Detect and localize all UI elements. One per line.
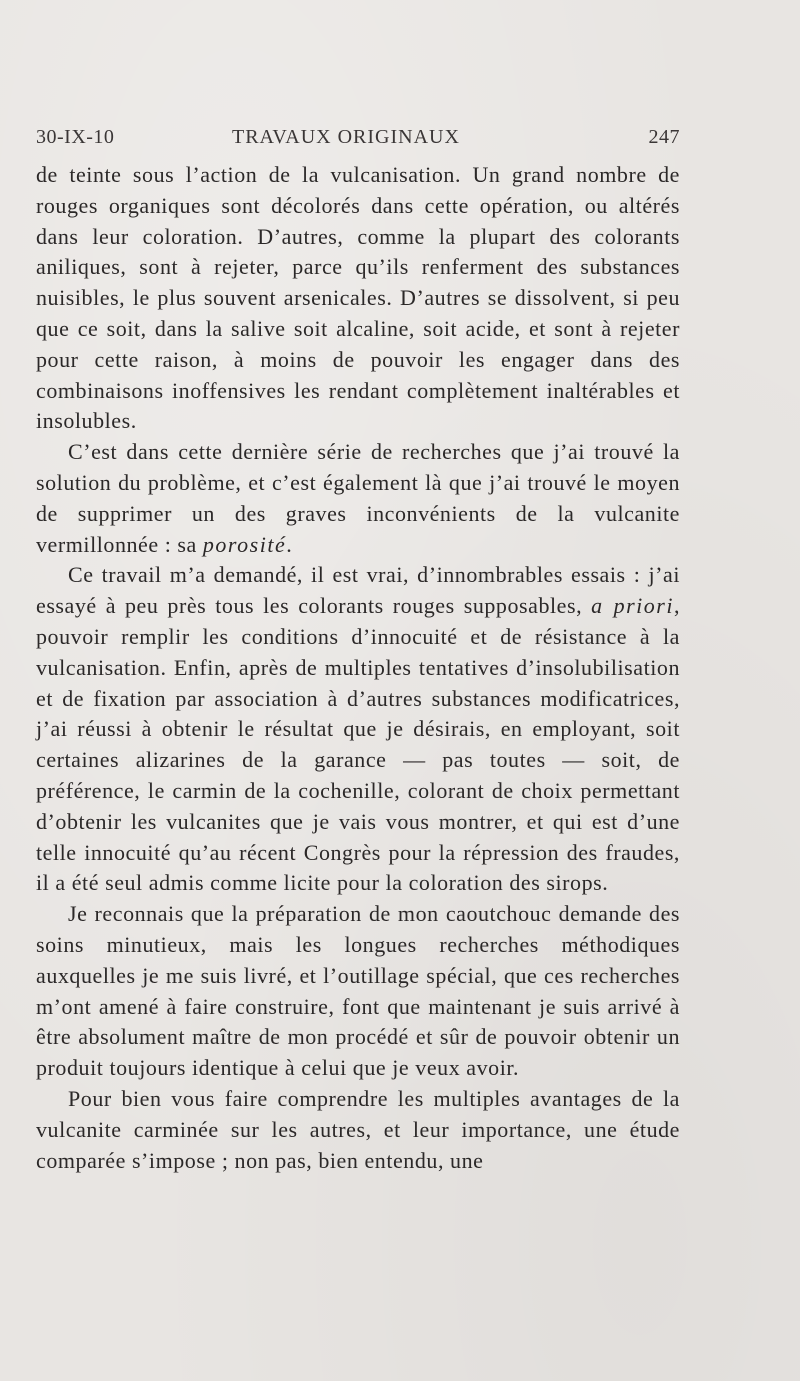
italic-term-a-priori: a priori: [591, 593, 674, 619]
page-number: 247: [648, 126, 680, 148]
paragraph-5: Pour bien vous faire comprendre les multiples avantages de la vulcanite carminée sur les autres, et leur importance, une étude comparée s’impose ; non pas, bien entendu, une: [36, 1085, 680, 1173]
header-title: TRAVAUX ORIGINAUX: [232, 126, 460, 148]
paragraph-3: Ce travail m’a demandé, il est vrai, d’innombrables essais : j’ai essayé à peu près tous les colorants rouges supposables, a priori, pouvoir remplir les conditions d’innocuité et de résistance à la vulcanisation. Enfin, après de multiples tentatives d’insolubilisation et de fixation par association à d’autres substances modificatrices, j’ai réussi à obtenir le résultat que je désirais, en employant, soit certaines alizarines de la garance — pas toutes — soit, de préférence, le carmin de la cochenille, colorant de choix permettant d’obtenir les vulcanites que je vais vous montrer, et qui est d’une telle innocuité qu’au récent Congrès pour la répression des fraudes, il a été seul admis comme licite pour la coloration des sirops.: [36, 562, 680, 896]
paragraph-4: Je reconnais que la préparation de mon caoutchouc demande des soins minutieux, mais les longues recherches méthodiques auxquelles je me suis livré, et l’outillage spécial, que ces recherches m’ont amené à faire construire, font que maintenant je suis arrivé à être absolument maître de mon procédé et sûr de pouvoir obtenir un produit toujours identique à celui que je veux avoir.: [36, 901, 680, 1081]
header-date: 30-IX-10: [36, 126, 115, 148]
paragraph-1: de teinte sous l’action de la vulcanisation. Un grand nombre de rouges organiques sont décolorés dans cette opération, ou altérés dans leur coloration. D’autres, comme la plupart des colorants aniliques, sont à rejeter, parce qu’ils renferment des substances nuisibles, le plus souvent arsenicales. D’autres se dissolvent, si peu que ce soit, dans la salive soit alcaline, soit acide, et sont à rejeter pour cette raison, à moins de pouvoir les engager dans des combinaisons inoffensives les rendant complètement inaltérables et insolubles.: [36, 162, 680, 434]
body-text: [36, 160, 680, 1176]
paragraph-2: C’est dans cette dernière série de recherches que j’ai trouvé la solution du problème, et c’est également là que j’ai trouvé le moyen de supprimer un des graves inconvénients de la vulcanite vermillonnée : sa porosité.: [36, 439, 680, 557]
running-header: [36, 126, 680, 154]
italic-term-porosite: porosité: [202, 531, 287, 557]
